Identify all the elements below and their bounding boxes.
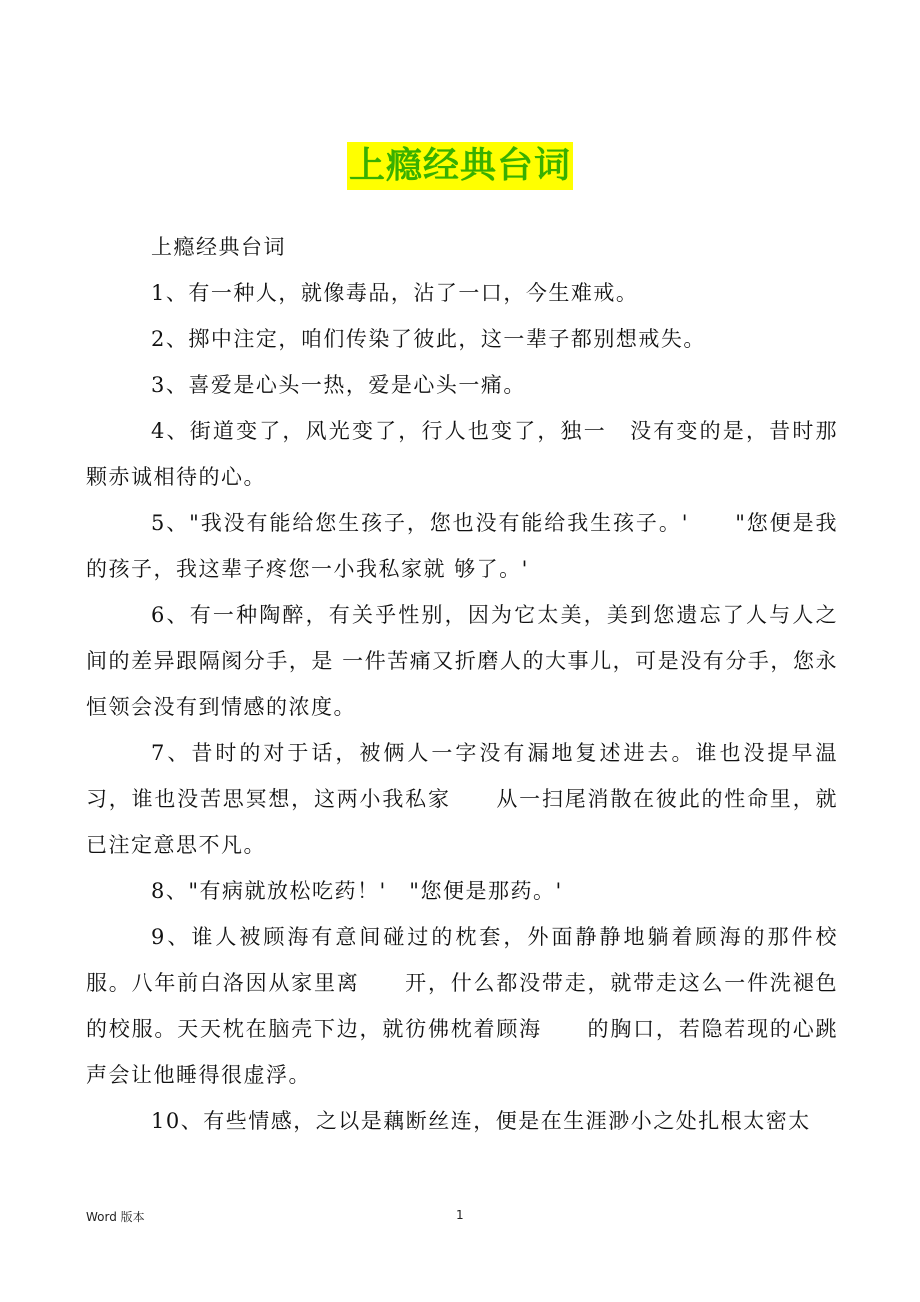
footer-label: Word 版本 [86,1210,145,1224]
document-title: 上瘾经典台词 [347,142,573,190]
paragraph-heading: 上瘾经典台词 [151,235,286,259]
paragraph-3: 3、喜爱是心头一热，爱是心头一痛。 [151,373,526,397]
document-body [86,224,838,1144]
paragraph-2: 2、掷中注定，咱们传染了彼此，这一辈子都别想戒失。 [151,327,706,351]
paragraph-4: 4、街道变了，风光变了，行人也变了，独一 没有变的是，昔时那颗赤诚相待的心。 [86,419,838,489]
paragraph-8: 8、"有病就放松吃药！' "您便是那药。' [151,879,563,903]
paragraph-5: 5、"我没有能给您生孩子，您也没有能给我生孩子。' "您便是我的孩子，我这辈子疼您一小我私家就 够了。' [86,511,838,581]
paragraph-9: 9、谁人被顾海有意间碰过的枕套，外面静静地躺着顾海的那件校服。八年前白洛因从家里离 开，什么都没带走，就带走这么一件洗褪色的校服。天天枕在脑壳下边，就彷佛枕着顾海 的胸口，若隐若现的心跳声会让他睡得很虚浮。 [86,925,838,1087]
paragraph-7: 7、昔时的对于话，被俩人一字没有漏地复述进去。谁也没提早温习，谁也没苦思冥想，这两小我私家 从一扫尾消散在彼此的性命里，就已注定意思不凡。 [86,741,838,857]
paragraph-1: 1、有一种人，就像毒品，沾了一口，今生难戒。 [151,281,639,305]
page-number: 1 [456,1208,464,1222]
title-container [0,142,920,190]
paragraph-6: 6、有一种陶醉，有关乎性别，因为它太美，美到您遗忘了人与人之间的差异跟隔阂分手，是 一件苦痛又折磨人的大事儿，可是没有分手，您永恒领会没有到情感的浓度。 [86,603,838,719]
paragraph-10: 10、有些情感，之以是藕断丝连，便是在生涯渺小之处扎根太密太 [151,1109,811,1133]
